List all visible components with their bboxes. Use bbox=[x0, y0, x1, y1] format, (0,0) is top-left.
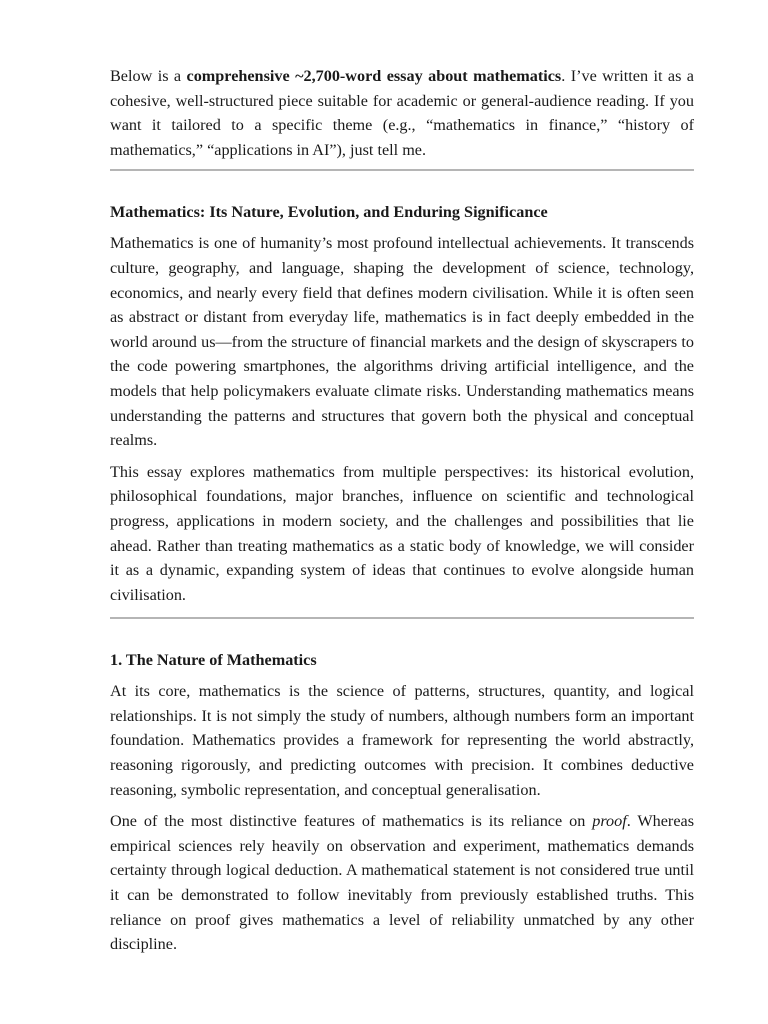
essay-title: Mathematics: Its Nature, Evolution, and Enduring Significance bbox=[110, 203, 548, 222]
document-page bbox=[110, 64, 694, 964]
section-divider bbox=[110, 617, 694, 619]
intro-paragraph bbox=[110, 64, 694, 162]
essay-paragraph-2: This essay explores mathematics from multiple perspectives: its historical evolution, philosophical foundations, major branches, influence on scientific and technological progress, applications in modern society, and the challenges and possibilities that lie ahead. Rather than treating mathematics as a static body of knowledge, we will consider it as a dynamic, expanding system of ideas that continues to evolve alongside human civilisation. bbox=[110, 462, 694, 604]
intro-lead: Below is a bbox=[110, 67, 187, 85]
essay-paragraph-1: Mathematics is one of humanity’s most profound intellectual achievements. It transcends culture, geography, and language, shaping the development of science, technology, economics, and nearly every field that defines modern civilisation. While it is often seen as abstract or distant from everyday life, mathematics is in fact deeply embedded in the world around us—from the structure of financial markets and the design of skyscrapers to the code powering smartphones, the algorithms driving artificial intelligence, and the models that help policymakers evaluate climate risks. Understanding mathematics means understanding the patterns and structures that govern both the physical and conceptual realms. bbox=[110, 234, 694, 450]
section-heading: 1. The Nature of Mathematics bbox=[110, 651, 317, 670]
section-p2-emphasis: proof bbox=[592, 812, 627, 831]
section-divider bbox=[110, 169, 694, 171]
intro-bold: comprehensive ~2,700-word essay about mathematics bbox=[186, 67, 562, 85]
section-paragraph-2 bbox=[110, 809, 694, 957]
section-paragraph-1: At its core, mathematics is the science of patterns, structures, quantity, and logical relationships. It is not simply the study of numbers, although numbers form an important foundation. Mathematics provides a framework for representing the world abstractly, reasoning rigorously, and predicting outcomes with precision. It combines deductive reasoning, symbolic representation, and conceptual generalisation. bbox=[110, 682, 694, 799]
section-p2-lead: One of the most distinctive features of mathematics is its reliance on bbox=[110, 812, 593, 831]
section-p2-rest: . Whereas empirical sciences rely heavily on observation and experiment, mathematics demands certainty through logical deduction. A mathematical statement is not considered true until it can be demonstrated to follow inevitably from previously established truths. This reliance on proof gives mathematics a level of reliability unmatched by any other discipline. bbox=[110, 812, 694, 954]
intro-rest: . I’ve written it as a cohesive, well-structured piece suitable for academic or general-audience reading. If you want it tailored to a specific theme (e.g., “mathematics in finance,” “history of mathematics,” “applications in AI”), just tell me. bbox=[110, 67, 694, 159]
